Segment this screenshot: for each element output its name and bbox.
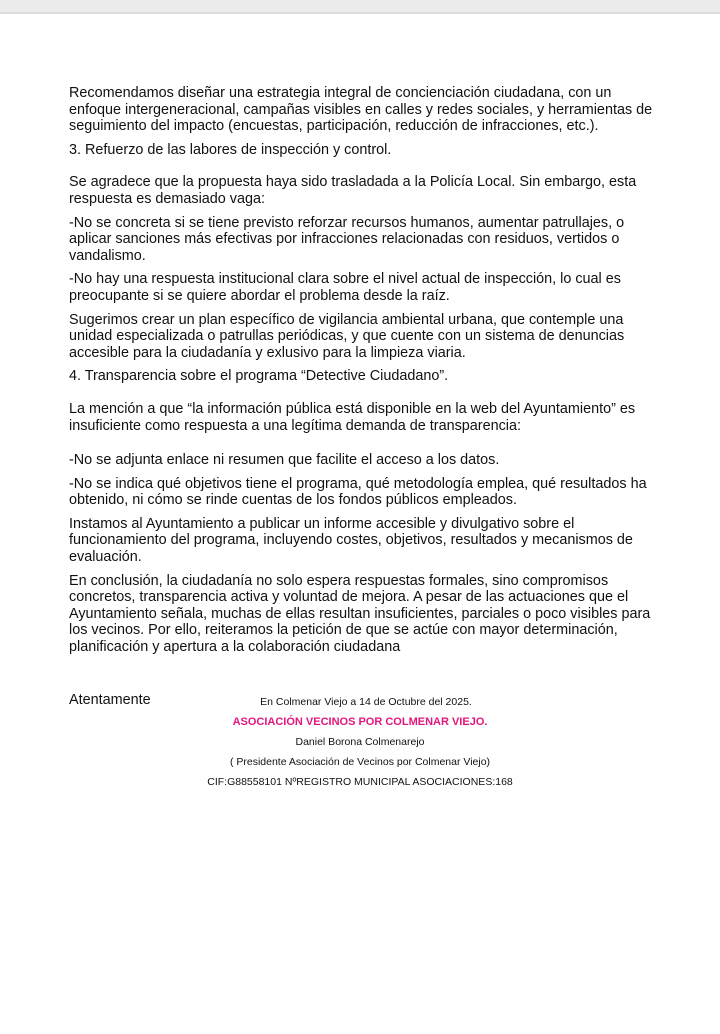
signature-role: ( Presidente Asociación de Vecinos por Colmenar Viejo) bbox=[229, 756, 491, 768]
list-item-resources: -No se concreta si se tiene previsto reforzar recursos humanos, aumentar patrullajes, o aplicar sanciones más efectivas por infracciones relacionadas con residuos, vertidos o vandalismo. bbox=[69, 214, 625, 264]
viewer-top-bar bbox=[0, 0, 720, 14]
signature-registry: CIF:G88558101 NºREGISTRO MUNICIPAL ASOCIACIONES:168 bbox=[207, 776, 513, 788]
paragraph-report-request: Instamos al Ayuntamiento a publicar un informe accesible y divulgativo sobre el funcionamiento del programa, incluyendo costes, objetivos, resultados y mecanismos de evaluación. bbox=[69, 515, 633, 566]
signature-organization: ASOCIACIÓN VECINOS POR COLMENAR VIEJO. bbox=[232, 716, 488, 728]
section-heading-inspection: 3. Refuerzo de las labores de inspección y control. bbox=[69, 141, 392, 158]
paragraph-police-response: Se agradece que la propuesta haya sido trasladada a la Policía Local. Sin embargo, esta respuesta es demasiado vaga: bbox=[69, 174, 637, 207]
paragraph-awareness-strategy: Recomendamos diseñar una estrategia integral de concienciación ciudadana, con un enfoque intergeneracional, campañas visibles en calles y redes sociales, y herramientas de seguimiento del impacto (encuestas, participación, reducción de infracciones, etc.). bbox=[69, 85, 653, 135]
paragraph-public-info: La mención a que “la información pública está disponible en la web del Ayuntamiento” es insuficiente como respuesta a una legítima demanda de transparencia: bbox=[69, 400, 636, 434]
letter-body bbox=[69, 85, 659, 656]
list-item-no-link: -No se adjunta enlace ni resumen que facilite el acceso a los datos. bbox=[69, 452, 500, 469]
list-item-no-objectives: -No se indica qué objetivos tiene el programa, qué metodología emplea, qué resultados ha obtenido, ni cómo se rinde cuentas de los fondos públicos empleados. bbox=[69, 475, 647, 509]
paragraph-conclusion: En conclusión, la ciudadanía no solo espera respuestas formales, sino compromisos concretos, transparencia activa y voluntad de mejora. A pesar de las actuaciones que el Ayuntamiento señala, muchas de ellas resultan insuficientes, parciales o poco visibles para los vecinos. Por ello, reiteramos la petición de que se actúe con mayor determinación, planificación y apertura a la colaboración ciudadana bbox=[69, 572, 651, 656]
signature-date: En Colmenar Viejo a 14 de Octubre del 2025. bbox=[260, 696, 472, 708]
paragraph-surveillance-plan: Sugerimos crear un plan específico de vigilancia ambiental urbana, que contemple una unidad especializada o patrullas periódicas, y que cuente con un sistema de denuncias accesible para la ciudadanía y exlusivo para la limpieza viaria. bbox=[69, 311, 625, 361]
signature-block bbox=[0, 696, 720, 796]
section-heading-transparency: 4. Transparencia sobre el programa “Detective Ciudadano”. bbox=[69, 368, 449, 385]
signature-name: Daniel Borona Colmenarejo bbox=[295, 736, 425, 748]
closing-salutation: Atentamente bbox=[69, 692, 151, 708]
list-item-inspection-level: -No hay una respuesta institucional clara sobre el nivel actual de inspección, lo cual es preocupante si se quiere abordar el problema desde la raíz. bbox=[69, 271, 621, 304]
